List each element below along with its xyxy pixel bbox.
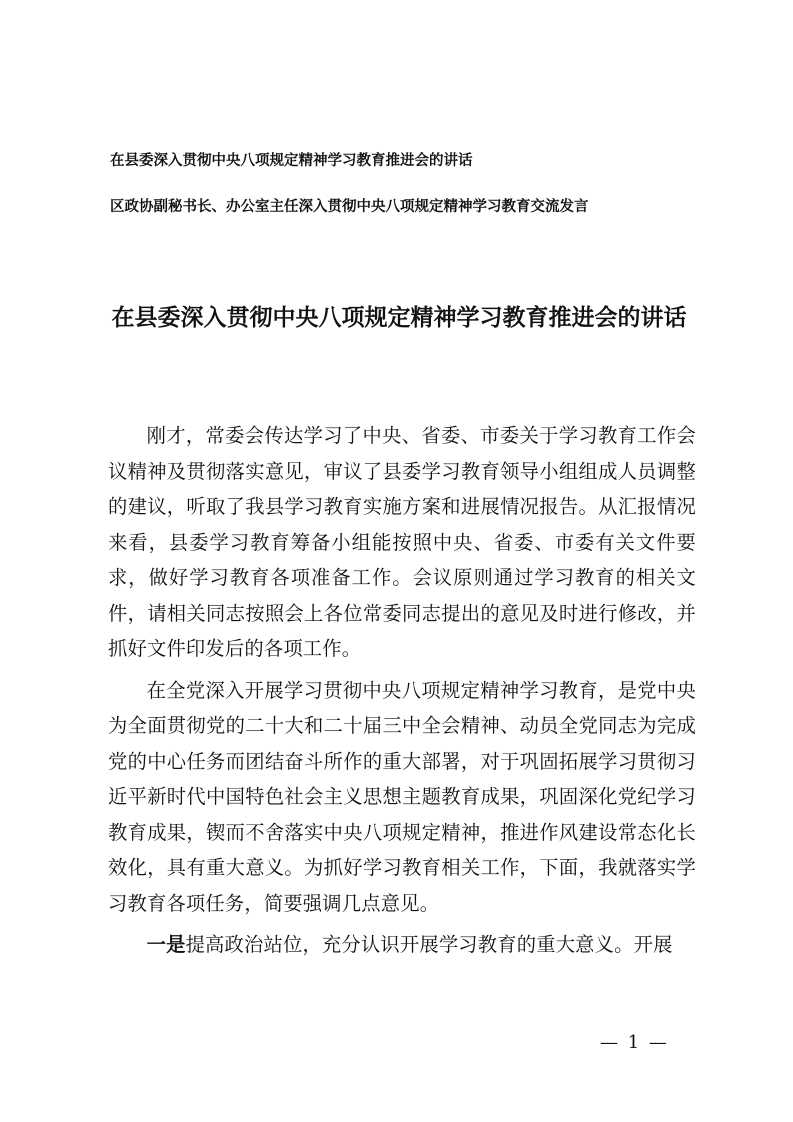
article-body	[108, 418, 696, 969]
toc-item-speech[interactable]: 在县委深入贯彻中央八项规定精神学习教育推进会的讲话	[110, 153, 473, 169]
body-paragraph: 在全党深入开展学习贯彻中央八项规定精神学习教育，是党中央为全面贯彻党的二十大和二十届三中全会精神、动员全党同志为完成党的中心任务而团结奋斗所作的重大部署，对于巩固拓展学习贯彻习近平新时代中国特色社会主义思想主题教育成果，巩固深化党纪学习教育成果，锲而不舍落实中央八项规定精神，推进作风建设常态化长效化，具有重大意义。为抓好学习教育相关工作，下面，我就落实学习教育各项任务，简要强调几点意见。	[108, 678, 696, 915]
point-one-text: 提高政治站位，充分认识开展学习教育的重大意义。开展	[185, 933, 673, 956]
article-title: 在县委深入贯彻中央八项规定精神学习教育推进会的讲话	[111, 305, 687, 331]
page-number: — 1 —	[600, 1032, 669, 1053]
point-one-paragraph	[108, 927, 696, 963]
body-paragraph: 刚才，常委会传达学习了中央、省委、市委关于学习教育工作会议精神及贯彻落实意见，审议了县委学习教育领导小组组成人员调整的建议，听取了我县学习教育实施方案和进展情况报告。从汇报情况来看，县委学习教育筹备小组能按照中央、省委、市委有关文件要求，做好学习教育各项准备工作。会议原则通过学习教育的相关文件，请相关同志按照会上各位常委同志提出的意见及时进行修改，并抓好文件印发后的各项工作。	[108, 424, 696, 660]
table-of-contents	[110, 150, 710, 242]
toc-item-exchange-speech[interactable]: 区政协副秘书长、办公室主任深入贯彻中央八项规定精神学习教育交流发言	[110, 199, 589, 215]
point-one-lead: 一是	[146, 933, 186, 956]
